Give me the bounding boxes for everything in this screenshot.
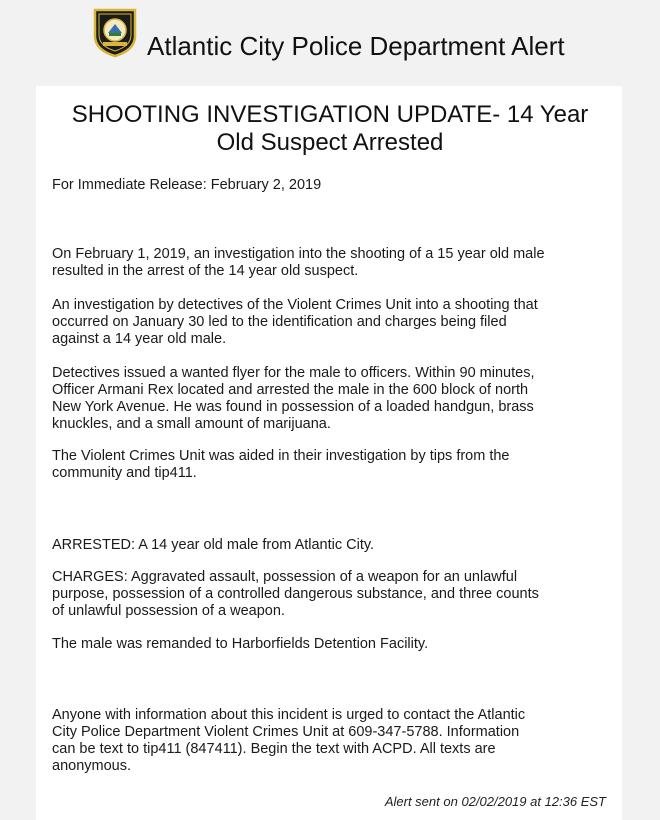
paragraph-charges [52,569,612,620]
text-line: occurred on January 30 led to the identification and charges being filed [52,314,507,330]
header-title: Atlantic City Police Department Alert [147,31,565,61]
text-line: An investigation by detectives of the Violent Crimes Unit into a shooting that [52,297,538,313]
police-badge-icon [89,6,141,58]
text-line: knuckles, and a small amount of marijuana. [52,416,331,432]
text-line: CHARGES: Aggravated assault, possession of a weapon for an unlawful [52,569,518,585]
text-line: The male was remanded to Harborfields Detention Facility. [52,636,429,652]
text-line: against a 14 year old male. [52,331,227,347]
paragraph-arrested [52,537,612,554]
alert-header [0,0,660,85]
text-line: Anyone with information about this incident is urged to contact the Atlantic [52,707,526,723]
paragraph-contact [52,707,612,775]
paragraph-arrest-summary [52,246,612,280]
text-line: New York Avenue. He was found in possession of a loaded handgun, brass [52,399,534,415]
text-line: anonymous. [52,758,131,774]
headline [0,101,660,157]
text-line: of unlawful possession of a weapon. [52,603,285,619]
headline-line: Old Suspect Arrested [216,129,444,156]
paragraph-wanted-flyer [52,365,612,433]
text-line: On February 1, 2019, an investigation into the shooting of a 15 year old male [52,246,545,262]
text-line: Detectives issued a wanted flyer for the male to officers. Within 90 minutes, [52,365,535,381]
text-line: Officer Armani Rex located and arrested the male in the 600 block of north [52,382,529,398]
text-line: community and tip411. [52,465,197,481]
paragraph-tips [52,448,612,482]
text-line: City Police Department Violent Crimes Unit at 609-347-5788. Information [52,724,520,740]
headline-line: SHOOTING INVESTIGATION UPDATE- 14 Year [71,101,589,128]
release-date: For Immediate Release: February 2, 2019 [52,177,322,193]
alert-sent-timestamp: Alert sent on 02/02/2019 at 12:36 EST [384,794,606,809]
text-line: The Violent Crimes Unit was aided in their investigation by tips from the [52,448,510,464]
text-line: resulted in the arrest of the 14 year old suspect. [52,263,359,279]
paragraph-investigation [52,297,612,348]
paragraph-remanded [52,636,612,653]
text-line: purpose, possession of a controlled dangerous substance, and three counts [52,586,539,602]
text-line: can be text to tip411 (847411). Begin the text with ACPD. All texts are [52,741,496,757]
text-line: ARRESTED: A 14 year old male from Atlantic City. [52,537,375,553]
